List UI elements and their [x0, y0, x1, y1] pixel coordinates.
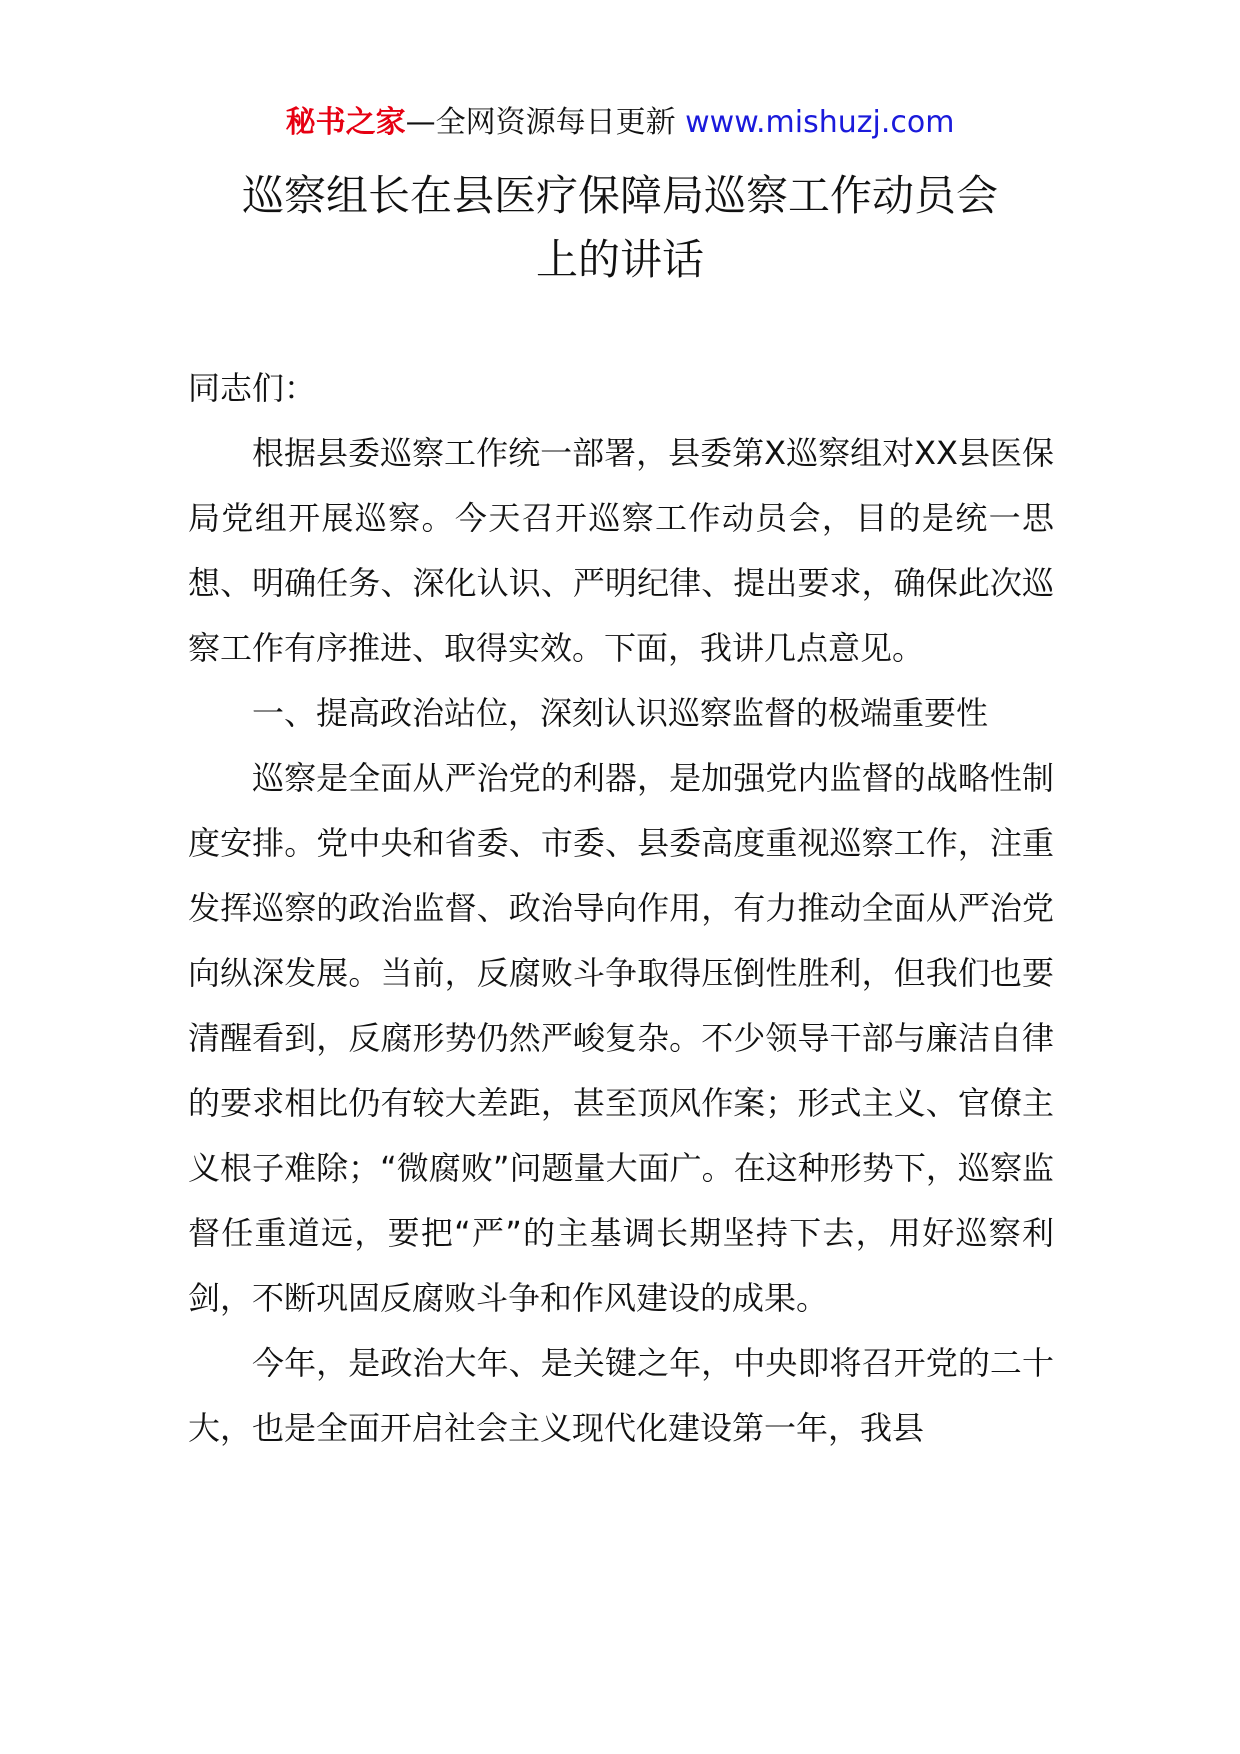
brand-name: 秘书之家 [285, 105, 406, 140]
paragraph-this-year: 今年，是政治大年、是关键之年，中央即将召开党的二十大，也是全面开启社会主义现代化建设第一年，我县 [188, 1344, 1054, 1447]
title-line-1: 巡察组长在县医疗保障局巡察工作动员会 [241, 171, 998, 220]
site-url-link[interactable]: www.mishuzj.com [685, 105, 955, 140]
section-heading-1: 一、提高政治站位，深刻认识巡察监督的极端重要性 [252, 694, 989, 732]
salutation: 同志们： [188, 369, 317, 407]
header-slogan: —全网资源每日更新 [405, 105, 676, 140]
document-title [170, 164, 1070, 292]
document-body [188, 356, 1054, 1461]
paragraph-intro: 根据县委巡察工作统一部署，县委第X巡察组对XX县医保局党组开展巡察。今天召开巡察工作动员会，目的是统一思想、明确任务、深化认识、严明纪律、提出要求，确保此次巡察工作有序推进、取得实效。下面，我讲几点意见。 [188, 434, 1054, 667]
site-header [0, 98, 1240, 148]
paragraph-inspection-significance: 巡察是全面从严治党的利器，是加强党内监督的战略性制度安排。党中央和省委、市委、县委高度重视巡察工作，注重发挥巡察的政治监督、政治导向作用，有力推动全面从严治党向纵深发展。当前，反腐败斗争取得压倒性胜利，但我们也要清醒看到，反腐形势仍然严峻复杂。不少领导干部与廉洁自律的要求相比仍有较大差距，甚至顶风作案；形式主义、官僚主义根子难除；“微腐败”问题量大面广。在这种形势下，巡察监督任重道远，要把“严”的主基调长期坚持下去，用好巡察利剑，不断巩固反腐败斗争和作风建设的成果。 [188, 759, 1054, 1317]
title-line-2: 上的讲话 [535, 235, 704, 284]
